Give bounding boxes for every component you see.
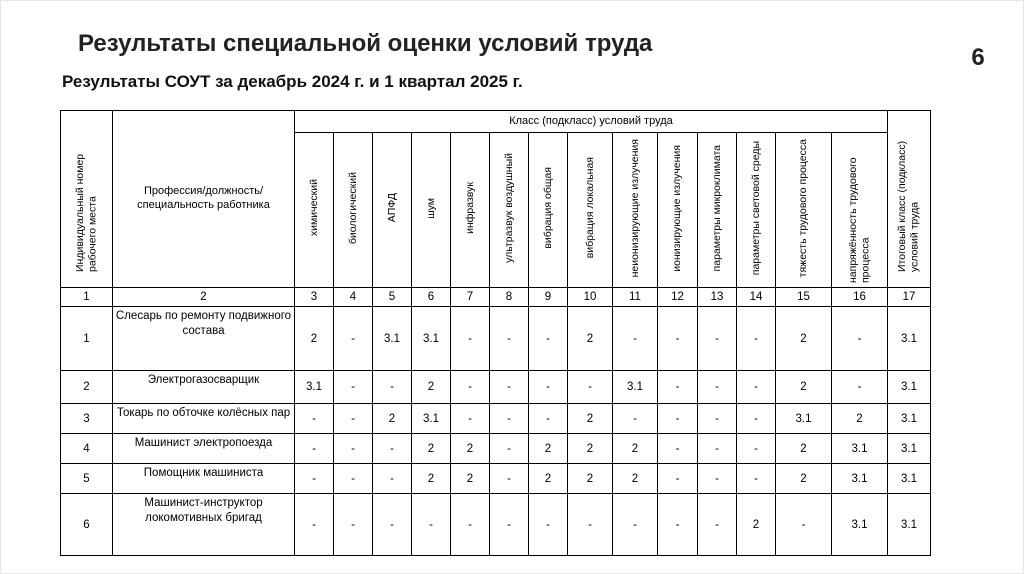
class-value-cell: - [737,307,776,371]
class-value-cell: - [334,434,373,464]
class-value-cell: - [334,494,373,556]
class-value-cell: - [613,494,658,556]
class-value-cell: 3.1 [295,371,334,404]
profession-cell: Машинист электропоезда [113,434,295,464]
header-class-group: Класс (подкласс) условий труда [295,111,888,133]
class-value-cell: - [490,404,529,434]
class-value-cell: - [776,494,832,556]
class-value-cell: - [295,434,334,464]
class-value-cell: - [832,307,888,371]
header-row-top [61,111,931,133]
column-number: 13 [698,288,737,307]
class-value-cell: - [334,464,373,494]
final-class-cell: 3.1 [888,307,931,371]
class-value-cell: - [698,307,737,371]
final-class-cell: 3.1 [888,464,931,494]
column-number: 11 [613,288,658,307]
table-row [61,434,931,464]
final-class-cell: 3.1 [888,404,931,434]
header-factor: параметры микроклимата [698,133,737,288]
class-value-cell: - [529,307,568,371]
class-value-cell: 2 [568,434,613,464]
class-value-cell: - [334,307,373,371]
class-value-cell: - [737,434,776,464]
class-value-cell: 3.1 [832,464,888,494]
column-number: 17 [888,288,931,307]
class-value-cell: 2 [529,464,568,494]
class-value-cell: 2 [412,371,451,404]
class-value-cell: - [451,494,490,556]
class-value-cell: 2 [412,434,451,464]
sout-results-table [60,110,931,556]
class-value-cell: - [529,371,568,404]
class-value-cell: - [658,434,698,464]
header-factor: АПФД [373,133,412,288]
header-factor: вибрация локальная [568,133,613,288]
profession-cell: Машинист-инструктор локомотивных бригад [113,494,295,556]
class-value-cell: - [373,494,412,556]
header-factor: вибрация общая [529,133,568,288]
class-value-cell: - [490,371,529,404]
class-value-cell: - [698,371,737,404]
class-value-cell: - [295,404,334,434]
column-number: 14 [737,288,776,307]
column-number: 9 [529,288,568,307]
profession-cell: Токарь по обточке колёсных пар [113,404,295,434]
header-factor: неионизирующие излучения [613,133,658,288]
class-value-cell: - [698,434,737,464]
class-value-cell: 2 [373,404,412,434]
workplace-number: 2 [61,371,113,404]
class-value-cell: - [568,371,613,404]
class-value-cell: - [295,494,334,556]
workplace-number: 3 [61,404,113,434]
column-number: 10 [568,288,613,307]
class-value-cell: - [529,404,568,434]
class-value-cell: - [334,404,373,434]
class-value-cell: 3.1 [832,494,888,556]
class-value-cell: 2 [295,307,334,371]
class-value-cell: - [658,404,698,434]
slide-title: Результаты специальной оценки условий труда [78,30,653,57]
header-workplace-number: Индивидуальный номер рабочего места [61,111,113,288]
column-number: 16 [832,288,888,307]
class-value-cell: - [451,404,490,434]
class-value-cell: 2 [776,434,832,464]
table-row [61,494,931,556]
class-value-cell: 2 [412,464,451,494]
class-value-cell: - [658,464,698,494]
final-class-cell: 3.1 [888,494,931,556]
column-number: 5 [373,288,412,307]
final-class-cell: 3.1 [888,434,931,464]
table-row [61,371,931,404]
class-value-cell: - [698,464,737,494]
class-value-cell: - [613,404,658,434]
class-value-cell: - [658,307,698,371]
column-number: 2 [113,288,295,307]
class-value-cell: 2 [776,464,832,494]
column-number: 8 [490,288,529,307]
class-value-cell: - [373,464,412,494]
class-value-cell: - [295,464,334,494]
class-value-cell: 2 [451,434,490,464]
column-number: 15 [776,288,832,307]
header-factor: шум [412,133,451,288]
header-factor: биологический [334,133,373,288]
class-value-cell: 3.1 [412,307,451,371]
workplace-number: 5 [61,464,113,494]
class-value-cell: 2 [613,434,658,464]
class-value-cell: - [737,404,776,434]
table-row [61,464,931,494]
class-value-cell: - [490,464,529,494]
header-factor: параметры световой среды [737,133,776,288]
header-profession: Профессия/должность/ специальность работника [113,111,295,288]
class-value-cell: - [658,371,698,404]
class-value-cell: - [568,494,613,556]
header-factor: ультразвук воздушный [490,133,529,288]
column-number: 7 [451,288,490,307]
class-value-cell: - [490,307,529,371]
class-value-cell: 3.1 [373,307,412,371]
class-value-cell: 2 [568,464,613,494]
class-value-cell: - [490,494,529,556]
class-value-cell: 3.1 [613,371,658,404]
class-value-cell: 3.1 [832,434,888,464]
column-number: 6 [412,288,451,307]
workplace-number: 1 [61,307,113,371]
class-value-cell: - [373,434,412,464]
table-row [61,307,931,371]
class-value-cell: 2 [737,494,776,556]
class-value-cell: - [613,307,658,371]
slide-subtitle: Результаты СОУТ за декабрь 2024 г. и 1 квартал 2025 г. [62,72,523,91]
profession-cell: Электрогазосварщик [113,371,295,404]
class-value-cell: 2 [776,371,832,404]
final-class-cell: 3.1 [888,371,931,404]
class-value-cell: 3.1 [776,404,832,434]
header-factor: инфразвук [451,133,490,288]
column-number: 3 [295,288,334,307]
workplace-number: 6 [61,494,113,556]
class-value-cell: - [698,494,737,556]
class-value-cell: 2 [776,307,832,371]
class-value-cell: 2 [451,464,490,494]
class-value-cell: - [373,371,412,404]
class-value-cell: - [490,434,529,464]
header-factor: ионизирующие излучения [658,133,698,288]
profession-cell: Помощник машиниста [113,464,295,494]
class-value-cell: 2 [568,307,613,371]
class-value-cell: - [832,371,888,404]
column-number-row [61,288,931,307]
column-number: 1 [61,288,113,307]
class-value-cell: - [737,464,776,494]
class-value-cell: - [451,307,490,371]
class-value-cell: 2 [529,434,568,464]
header-factor: тяжесть трудового процесса [776,133,832,288]
column-number: 4 [334,288,373,307]
class-value-cell: - [737,371,776,404]
header-final-class: Итоговый класс (подкласс) условий труда [888,111,931,288]
class-value-cell: - [658,494,698,556]
class-value-cell: - [529,494,568,556]
class-value-cell: 2 [832,404,888,434]
class-value-cell: - [451,371,490,404]
profession-cell: Слесарь по ремонту подвижного состава [113,307,295,371]
column-number: 12 [658,288,698,307]
class-value-cell: 2 [568,404,613,434]
class-value-cell: - [698,404,737,434]
class-value-cell: 2 [613,464,658,494]
slide-number: 6 [971,44,985,71]
workplace-number: 4 [61,434,113,464]
table-row [61,404,931,434]
class-value-cell: - [412,494,451,556]
header-factor: напряжённость трудового процесса [832,133,888,288]
header-factor: химический [295,133,334,288]
class-value-cell: 3.1 [412,404,451,434]
class-value-cell: - [334,371,373,404]
